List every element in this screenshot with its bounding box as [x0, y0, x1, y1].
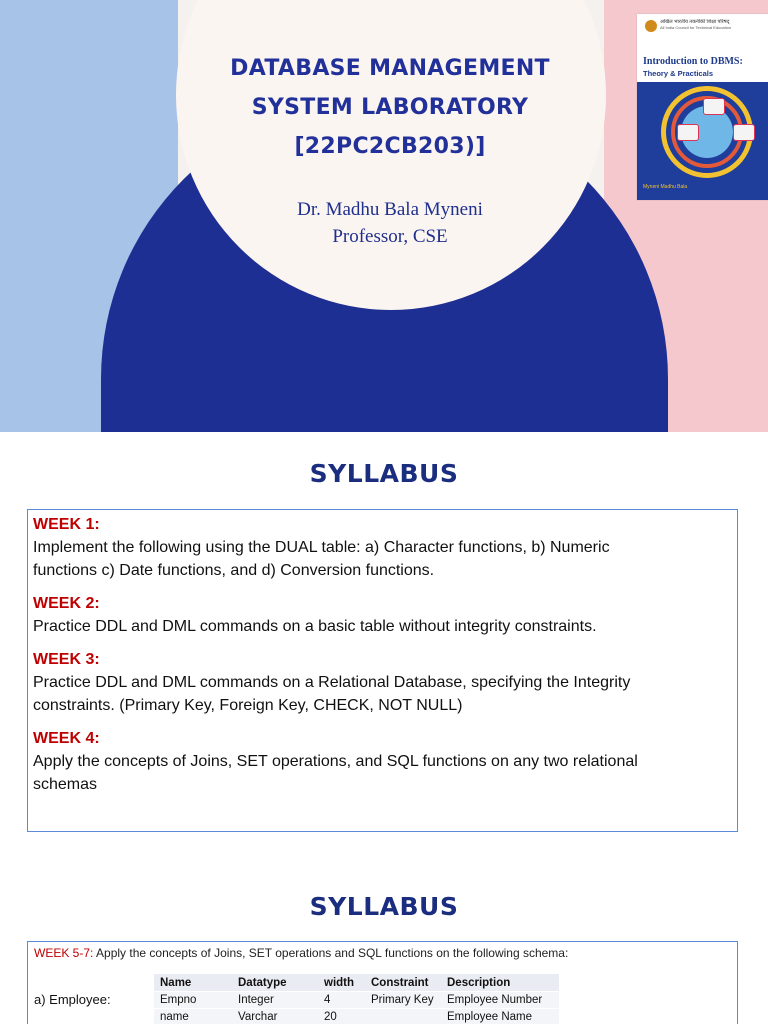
- cover-title: Introduction to DBMS:: [643, 56, 743, 67]
- employee-table-label: a) Employee:: [34, 992, 111, 1007]
- table-row: [154, 1009, 559, 1024]
- syllabus-box: [27, 941, 738, 1024]
- cover-author: Myneni Madhu Bala: [643, 184, 688, 190]
- week-label: WEEK 2:: [33, 595, 100, 612]
- table-cell: 20: [318, 1009, 365, 1024]
- syllabus-heading: SYLLABUS: [309, 459, 459, 488]
- week-5-7-heading: [34, 946, 568, 960]
- week-1-block: [33, 514, 731, 582]
- table-cell: [365, 1009, 441, 1024]
- week-text-line: Practice DDL and DML commands on a Relational Database, specifying the Integrity: [33, 674, 631, 691]
- week-3-block: [33, 649, 731, 717]
- table-header-row: [154, 974, 559, 992]
- column-header: Name: [154, 974, 232, 992]
- week-4-block: [33, 728, 731, 796]
- week-text-line: functions c) Date functions, and d) Conversion functions.: [33, 562, 435, 579]
- week-label: WEEK 1:: [33, 516, 100, 533]
- table-cell: Employee Number: [441, 992, 559, 1009]
- cover-subtitle: Theory & Practicals: [643, 69, 714, 78]
- table-cell: Employee Name: [441, 1009, 559, 1024]
- syllabus-slide-2: [0, 864, 768, 1024]
- column-header: width: [318, 974, 365, 992]
- table-cell: name: [154, 1009, 232, 1024]
- syllabus-heading: SYLLABUS: [309, 892, 459, 921]
- column-header: Description: [441, 974, 559, 992]
- column-header: Constraint: [365, 974, 441, 992]
- cover-database-icon: [703, 98, 725, 115]
- cover-org-line-2: All India Council for Technical Education: [660, 25, 732, 30]
- course-title-line-2: SYSTEM LABORATORY: [251, 95, 529, 120]
- cover-database-icon: [733, 124, 755, 141]
- week-label: WEEK 5-7:: [34, 946, 94, 960]
- week-text: Apply the concepts of Joins, SET operations and SQL functions on the following schema:: [96, 946, 569, 960]
- week-label: WEEK 4:: [33, 730, 100, 747]
- table-cell: Empno: [154, 992, 232, 1009]
- course-code: [22PC2CB203)]: [294, 134, 486, 159]
- cover-database-icon: [677, 124, 699, 141]
- week-text-line: Apply the concepts of Joins, SET operations, and SQL functions on any two relational: [33, 753, 638, 770]
- week-text-line: constraints. (Primary Key, Foreign Key, CHECK, NOT NULL): [33, 697, 463, 714]
- table-row: [154, 992, 559, 1009]
- table-cell: Primary Key: [365, 992, 441, 1009]
- book-cover-image: [637, 14, 768, 200]
- week-text-line: Implement the following using the DUAL table: a) Character functions, b) Numeric: [33, 539, 610, 556]
- syllabus-box: [27, 509, 738, 832]
- week-label: WEEK 3:: [33, 651, 100, 668]
- column-header: Datatype: [232, 974, 318, 992]
- author-name: Dr. Madhu Bala Myneni: [297, 199, 483, 220]
- course-title-line-1: DATABASE MANAGEMENT: [230, 56, 550, 81]
- table-cell: 4: [318, 992, 365, 1009]
- title-slide: [0, 0, 768, 432]
- week-text-line: Practice DDL and DML commands on a basic table without integrity constraints.: [33, 618, 597, 635]
- employee-schema-table: [154, 974, 559, 1024]
- week-2-block: [33, 593, 731, 638]
- author-designation: Professor, CSE: [332, 226, 448, 247]
- syllabus-slide-1: [0, 432, 768, 864]
- cover-org-line-1: अखिल भारतीय तकनीकी शिक्षा परिषद्: [660, 19, 730, 25]
- table-cell: Integer: [232, 992, 318, 1009]
- table-cell: Varchar: [232, 1009, 318, 1024]
- aicte-logo-icon: [645, 20, 657, 32]
- week-text-line: schemas: [33, 776, 98, 793]
